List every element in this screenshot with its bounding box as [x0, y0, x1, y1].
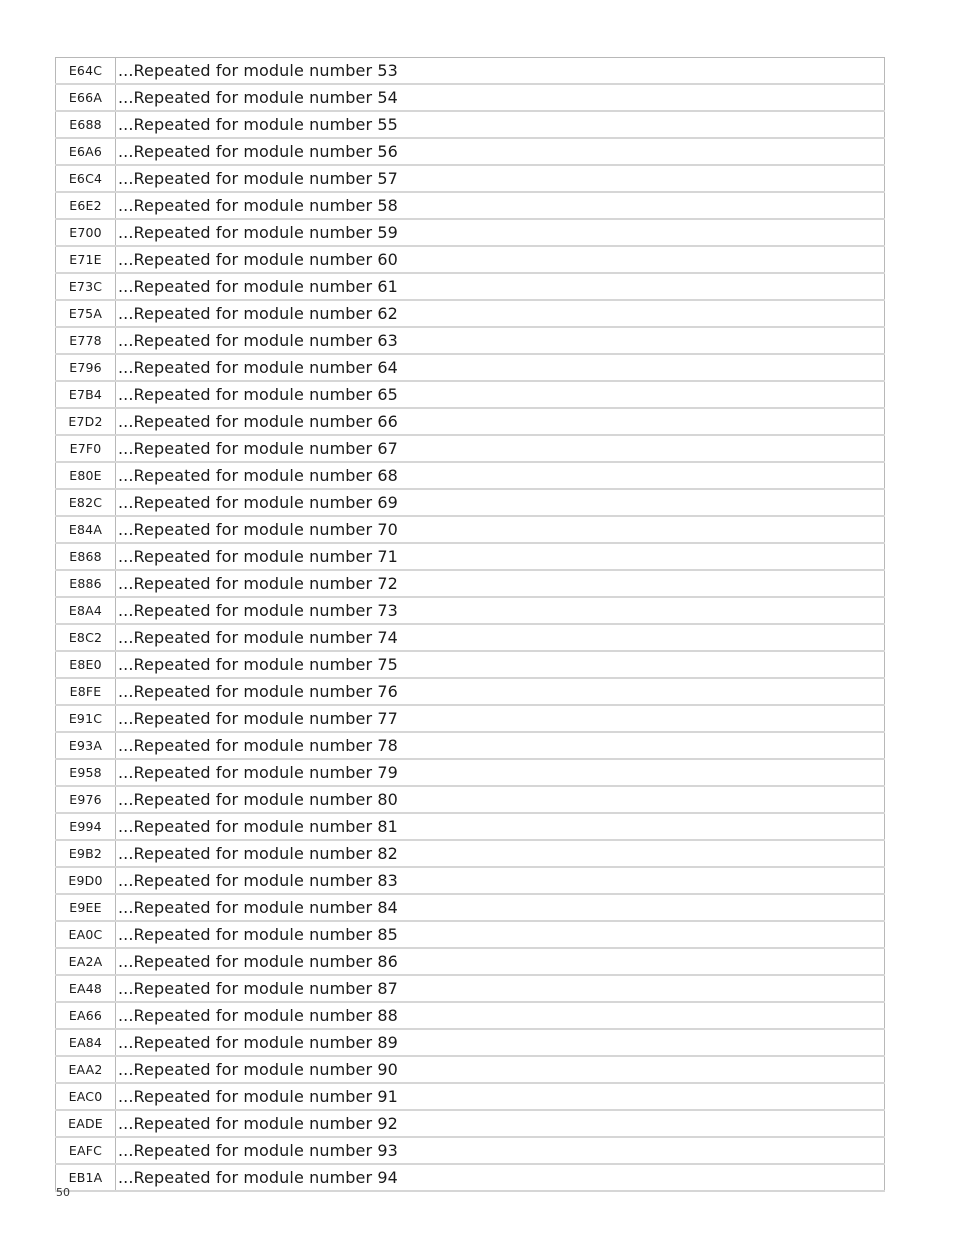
- register-description: ...Repeated for module number 63: [116, 327, 885, 354]
- register-address: EA2A: [56, 948, 116, 975]
- register-description: ...Repeated for module number 64: [116, 354, 885, 381]
- table-row: [56, 786, 885, 813]
- table-row: [56, 354, 885, 381]
- register-description: ...Repeated for module number 62: [116, 300, 885, 327]
- register-address: EAFC: [56, 1137, 116, 1164]
- register-address: E8FE: [56, 678, 116, 705]
- register-description: ...Repeated for module number 73: [116, 597, 885, 624]
- table-row: [56, 300, 885, 327]
- table-row: [56, 327, 885, 354]
- register-description: ...Repeated for module number 75: [116, 651, 885, 678]
- table-row: [56, 462, 885, 489]
- register-description: ...Repeated for module number 86: [116, 948, 885, 975]
- table-row: [56, 219, 885, 246]
- register-description: ...Repeated for module number 70: [116, 516, 885, 543]
- register-description: ...Repeated for module number 71: [116, 543, 885, 570]
- register-description: ...Repeated for module number 90: [116, 1056, 885, 1083]
- table-row: [56, 759, 885, 786]
- register-description: ...Repeated for module number 69: [116, 489, 885, 516]
- register-address: E9EE: [56, 894, 116, 921]
- register-address: E8A4: [56, 597, 116, 624]
- register-address: EA0C: [56, 921, 116, 948]
- table-row: [56, 732, 885, 759]
- register-description: ...Repeated for module number 54: [116, 84, 885, 111]
- register-description: ...Repeated for module number 82: [116, 840, 885, 867]
- register-address: E9B2: [56, 840, 116, 867]
- register-description: ...Repeated for module number 55: [116, 111, 885, 138]
- register-address: E71E: [56, 246, 116, 273]
- register-address: EADE: [56, 1110, 116, 1137]
- register-address: E6C4: [56, 165, 116, 192]
- register-description: ...Repeated for module number 58: [116, 192, 885, 219]
- table-row: [56, 516, 885, 543]
- register-address: E958: [56, 759, 116, 786]
- table-row: [56, 921, 885, 948]
- table-row: [56, 1083, 885, 1110]
- table-row: [56, 408, 885, 435]
- register-description: ...Repeated for module number 68: [116, 462, 885, 489]
- register-address: E994: [56, 813, 116, 840]
- register-map-table: [55, 57, 885, 1192]
- register-description: ...Repeated for module number 89: [116, 1029, 885, 1056]
- table-row: [56, 1056, 885, 1083]
- register-description: ...Repeated for module number 53: [116, 58, 885, 85]
- table-row: [56, 435, 885, 462]
- table-row: [56, 84, 885, 111]
- table-row: [56, 273, 885, 300]
- table-row: [56, 192, 885, 219]
- register-address: EAA2: [56, 1056, 116, 1083]
- table-row: [56, 597, 885, 624]
- register-address: E84A: [56, 516, 116, 543]
- register-address: E6E2: [56, 192, 116, 219]
- register-address: E66A: [56, 84, 116, 111]
- register-address: E64C: [56, 58, 116, 85]
- register-description: ...Repeated for module number 74: [116, 624, 885, 651]
- register-address: E8C2: [56, 624, 116, 651]
- table-row: [56, 246, 885, 273]
- register-description: ...Repeated for module number 77: [116, 705, 885, 732]
- table-row: [56, 894, 885, 921]
- register-description: ...Repeated for module number 59: [116, 219, 885, 246]
- table-row: [56, 705, 885, 732]
- table-row: [56, 975, 885, 1002]
- table-row: [56, 948, 885, 975]
- table-row: [56, 1137, 885, 1164]
- table-row: [56, 570, 885, 597]
- page-number: 50: [56, 1186, 70, 1199]
- register-address: E8E0: [56, 651, 116, 678]
- register-description: ...Repeated for module number 65: [116, 381, 885, 408]
- register-address: E778: [56, 327, 116, 354]
- register-rows: [56, 58, 885, 1192]
- register-description: ...Repeated for module number 76: [116, 678, 885, 705]
- register-address: E80E: [56, 462, 116, 489]
- register-address: E7D2: [56, 408, 116, 435]
- register-description: ...Repeated for module number 79: [116, 759, 885, 786]
- table-row: [56, 543, 885, 570]
- register-address: E976: [56, 786, 116, 813]
- register-description: ...Repeated for module number 91: [116, 1083, 885, 1110]
- table-row: [56, 381, 885, 408]
- register-description: ...Repeated for module number 78: [116, 732, 885, 759]
- register-address: E82C: [56, 489, 116, 516]
- register-description: ...Repeated for module number 93: [116, 1137, 885, 1164]
- register-description: ...Repeated for module number 80: [116, 786, 885, 813]
- register-address: E688: [56, 111, 116, 138]
- register-description: ...Repeated for module number 81: [116, 813, 885, 840]
- table-row: [56, 867, 885, 894]
- register-description: ...Repeated for module number 88: [116, 1002, 885, 1029]
- register-description: ...Repeated for module number 84: [116, 894, 885, 921]
- table-row: [56, 624, 885, 651]
- register-address: E9D0: [56, 867, 116, 894]
- table-row: [56, 651, 885, 678]
- table-row: [56, 1029, 885, 1056]
- table-row: [56, 489, 885, 516]
- register-description: ...Repeated for module number 57: [116, 165, 885, 192]
- table-row: [56, 111, 885, 138]
- register-address: EA48: [56, 975, 116, 1002]
- table-row: [56, 138, 885, 165]
- register-address: E7B4: [56, 381, 116, 408]
- register-address: E868: [56, 543, 116, 570]
- table-row: [56, 58, 885, 85]
- register-address: E93A: [56, 732, 116, 759]
- register-description: ...Repeated for module number 61: [116, 273, 885, 300]
- table-row: [56, 1002, 885, 1029]
- register-description: ...Repeated for module number 60: [116, 246, 885, 273]
- register-address: E886: [56, 570, 116, 597]
- register-address: EAC0: [56, 1083, 116, 1110]
- table-row: [56, 840, 885, 867]
- register-description: ...Repeated for module number 72: [116, 570, 885, 597]
- table-row: [56, 165, 885, 192]
- register-description: ...Repeated for module number 66: [116, 408, 885, 435]
- register-address: E7F0: [56, 435, 116, 462]
- register-description: ...Repeated for module number 87: [116, 975, 885, 1002]
- register-address: E796: [56, 354, 116, 381]
- register-description: ...Repeated for module number 83: [116, 867, 885, 894]
- register-description: ...Repeated for module number 94: [116, 1164, 885, 1191]
- table-row: [56, 1110, 885, 1137]
- register-address: E700: [56, 219, 116, 246]
- register-address: E75A: [56, 300, 116, 327]
- table-row: [56, 678, 885, 705]
- table-row: [56, 813, 885, 840]
- register-address: E73C: [56, 273, 116, 300]
- register-address: EB1A: [56, 1164, 116, 1191]
- register-description: ...Repeated for module number 56: [116, 138, 885, 165]
- register-address: E91C: [56, 705, 116, 732]
- register-address: EA66: [56, 1002, 116, 1029]
- register-description: ...Repeated for module number 92: [116, 1110, 885, 1137]
- register-description: ...Repeated for module number 67: [116, 435, 885, 462]
- register-address: E6A6: [56, 138, 116, 165]
- table-row: [56, 1164, 885, 1191]
- register-address: EA84: [56, 1029, 116, 1056]
- register-description: ...Repeated for module number 85: [116, 921, 885, 948]
